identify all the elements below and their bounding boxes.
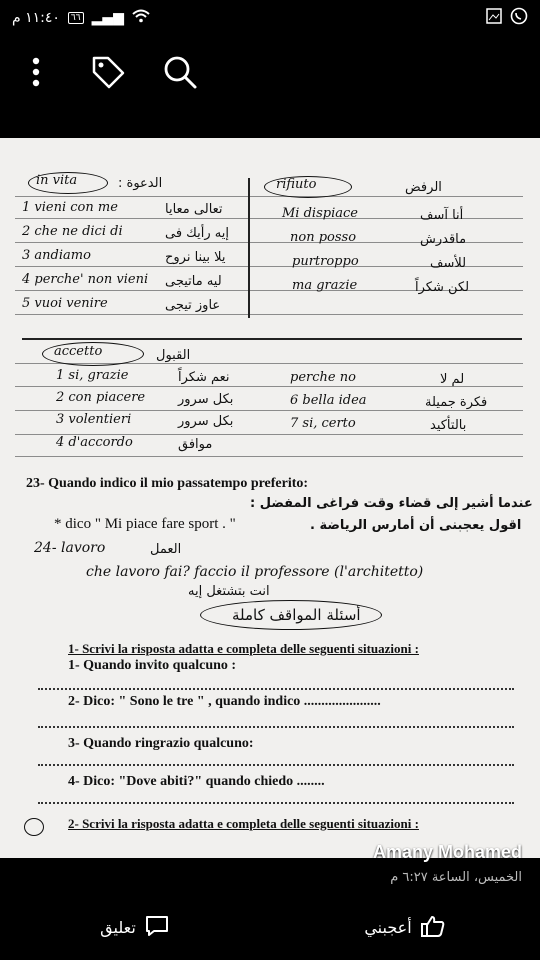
accetto-arabic-right: لم لا — [440, 372, 465, 387]
invito-arabic-item: يلا بينا نروح — [165, 250, 226, 265]
invito-item: 1 vieni con me — [22, 200, 118, 215]
like-label: أعجبني — [364, 918, 412, 937]
rifiuto-item: ma grazie — [292, 278, 358, 293]
invito-arabic-item: عاوز تيجى — [165, 298, 221, 313]
accetto-arabic-item: موافق — [178, 437, 213, 452]
q23-arabic-example: اقول يعجبنى أن أمارس الرياضة . — [310, 518, 522, 533]
invito-arabic: الدعوة : — [118, 176, 163, 191]
invito-item: 2 che ne dici di — [22, 224, 123, 239]
whatsapp-icon — [510, 7, 528, 29]
rifiuto-arabic-item: للأسف — [430, 256, 467, 271]
ex1-title: 1- Scrivi la risposta adatta e completa delle seguenti situazioni : — [68, 641, 419, 656]
accetto-arabic-item: نعم شكراً — [178, 370, 230, 385]
situations-heading: أسئلة المواقف كاملة — [232, 606, 361, 624]
invito-title: in vita — [36, 173, 78, 188]
invito-item: 4 perche' non vieni — [22, 272, 149, 287]
invito-arabic-item: إيه رأيك فى — [165, 226, 229, 241]
ex2-title: 2- Scrivi la risposta adatta e completa delle seguenti situazioni : — [68, 816, 419, 831]
ex1-question: 1- Quando invito qualcuno : — [68, 658, 237, 673]
tag-icon[interactable] — [86, 44, 130, 100]
ex1-question: 3- Quando ringrazio qualcuno: — [68, 736, 254, 751]
invito-arabic-item: ليه ماتيجى — [165, 274, 222, 289]
comment-label: تعليق — [100, 918, 136, 937]
comment-icon — [144, 914, 170, 942]
wifi-icon — [132, 9, 150, 27]
accetto-arabic-right: فكرة جميلة — [425, 395, 488, 410]
accetto-item: 3 volentieri — [56, 412, 132, 427]
search-icon[interactable] — [158, 44, 202, 100]
q23-title: 23- Quando indico il mio passatempo preferito: — [26, 476, 309, 491]
accetto-item-right: 6 bella idea — [290, 393, 367, 408]
accetto-arabic-right: بالتأكيد — [430, 418, 467, 433]
invito-arabic-item: تعالى معايا — [165, 202, 223, 217]
photo-toolbar — [0, 44, 540, 104]
accetto-arabic-item: بكل سرور — [178, 414, 234, 429]
accetto-item-right: perche no — [290, 370, 356, 385]
accetto-item: 2 con piacere — [56, 390, 146, 405]
rifiuto-item: purtroppo — [292, 254, 359, 269]
status-bar — [0, 0, 540, 36]
post-actions — [0, 905, 540, 950]
rifiuto-arabic-item: ماقدرش — [420, 232, 467, 247]
signal-icon: ▂▄▆ — [91, 10, 124, 26]
more-options-icon[interactable] — [14, 44, 58, 100]
q24-arabic: العمل — [150, 542, 182, 557]
like-button[interactable] — [270, 905, 540, 950]
clock: ١١:٤٠ م — [12, 10, 60, 26]
rifiuto-item: Mi dispiace — [282, 206, 358, 221]
post-author[interactable]: Amany Mohamed — [372, 842, 522, 862]
accetto-arabic-item: بكل سرور — [178, 392, 234, 407]
ex1-question: 2- Dico: " Sono le tre " , quando indico ...................... — [68, 694, 381, 709]
accetto-title: accetto — [54, 344, 103, 359]
accetto-item: 4 d'accordo — [56, 435, 133, 450]
rifiuto-item: non posso — [290, 230, 357, 245]
rifiuto-arabic-item: لكن شكراً — [415, 280, 470, 295]
worksheet-photo[interactable] — [0, 138, 540, 858]
accetto-item: 1 si, grazie — [56, 368, 129, 383]
rifiuto-arabic-item: أنا آسف — [420, 208, 464, 223]
rifiuto-title: rifiuto — [276, 177, 317, 192]
q23-arabic: عندما أشير إلى قضاء وقت فراغى المفضل : — [250, 496, 533, 511]
comment-button[interactable] — [0, 905, 270, 950]
q24-arabic-line: انت بتشتغل إيه — [188, 584, 270, 599]
q24-title: 24- lavoro — [34, 540, 106, 556]
thumbs-up-icon — [420, 914, 446, 942]
invito-item: 3 andiamo — [22, 248, 91, 263]
rifiuto-arabic: الرفض — [405, 180, 442, 195]
ex1-question: 4- Dico: "Dove abiti?" quando chiedo ........ — [68, 774, 325, 789]
q23-example: * dico " Mi piace fare sport . " — [54, 516, 236, 532]
accetto-arabic: القبول — [156, 348, 191, 363]
invito-item: 5 vuoi venire — [22, 296, 108, 311]
post-timestamp: الخميس، الساعة ٦:٢٧ م — [390, 870, 522, 885]
accetto-item-right: 7 si, certo — [290, 416, 356, 431]
image-icon — [486, 8, 502, 28]
q24-line: che lavoro fai? faccio il professore (l'architetto) — [86, 564, 424, 580]
battery-badge: ٦٦ — [68, 12, 84, 24]
